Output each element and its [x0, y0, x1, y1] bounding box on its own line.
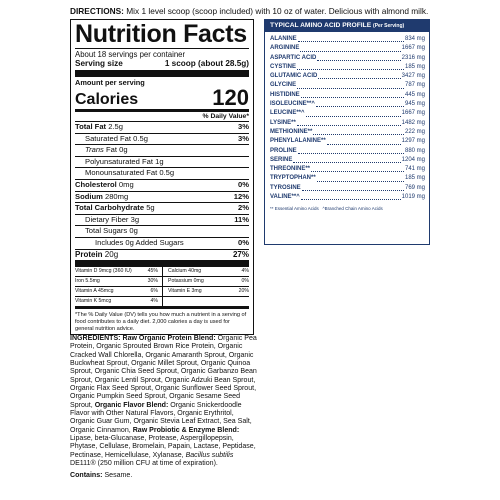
legend-essential: ** Essential Amino Acids	[270, 206, 319, 212]
dot-leader	[317, 180, 404, 182]
ingredients-block	[70, 335, 260, 480]
nutrient-row-dietary-fiber: Dietary Fiber 3g 11%	[75, 214, 249, 226]
dot-leader	[301, 198, 401, 200]
enzyme-blend-text: Lipase, beta-Glucanase, Protease, Aspergillopepsin, Phytase, Cellulase, Bromelain, Papain, Lactase, Peptidase, Pectinase, Hemicellulase, Xylanase,	[70, 435, 256, 459]
amino-acid-row	[270, 63, 425, 72]
bacillus-name: Bacillus subtilis	[185, 451, 234, 459]
protein-blend-label: Raw Organic Protein Blend:	[122, 335, 216, 342]
amino-acid-profile-note: (Per Serving)	[373, 23, 405, 29]
amino-acid-name: LEUCINE**^	[270, 110, 305, 117]
vitamin-cell: Vitamin K 5mcg 4%	[75, 297, 158, 304]
dot-leader	[311, 170, 404, 172]
vitamin-cell: Calcium 40mg 4%	[162, 267, 249, 277]
dot-leader	[297, 124, 401, 126]
amino-acid-row	[270, 35, 425, 44]
flavor-blend-label: Organic Flavor Blend:	[94, 401, 169, 409]
contains-label: Contains:	[70, 471, 103, 479]
amino-acid-name: VALINE**^	[270, 194, 300, 201]
amino-acid-row	[270, 72, 425, 81]
nutrient-row-saturated-fat: Saturated Fat 0.5g 3%	[75, 133, 249, 145]
nutrient-row-total-sugars: Total Sugars 0g	[75, 225, 249, 237]
amino-acid-value: 445 mg	[404, 91, 425, 98]
nutrition-facts-panel	[70, 19, 254, 335]
serving-size-label: Serving size	[75, 59, 123, 68]
amino-acid-name: GLYCINE	[270, 82, 297, 89]
dot-leader	[327, 143, 401, 145]
dot-leader	[317, 59, 400, 61]
dot-leader	[306, 115, 401, 117]
amino-acid-row	[270, 193, 425, 202]
amino-acid-row	[270, 165, 425, 174]
amino-acid-row	[270, 54, 425, 63]
contains-line	[70, 472, 260, 480]
protein-blend-text: Organic Pea Protein, Organic Sprouted Brown Rice Protein, Organic Cracked Wall Chlorella, Organic Amaranth Sprout, Organic Buckwheat Sprout, Organic Millet Sprout, Organic Quinoa Sprout, Organic Chia Seed Sprout, Organic Garbanzo Bean Sprout, Organic Lentil Sprout, Organic Adzuki Bean Sprout, Organic Flax Seed Sprout, Organic Sunflower Seed Sprout, Organic Pumpkin Seed Sprout, Organic Sesame Seed Sprout,	[70, 335, 257, 409]
ingredients-label: INGREDIENTS:	[70, 335, 121, 342]
vitamin-cell: Potassium 0mg 0%	[162, 277, 249, 287]
vitamin-cell	[162, 297, 249, 306]
calories-value: 120	[212, 85, 249, 110]
amino-acid-profile-panel	[264, 19, 430, 245]
enzyme-blend-label: Raw Probiotic & Enzyme Blend:	[132, 426, 240, 434]
vitamin-cell: Iron 5.5mg 30%	[75, 277, 162, 287]
contains-text: Sesame.	[104, 471, 133, 479]
nutrient-row-protein: Protein 20g 27%	[75, 249, 249, 259]
dot-leader	[302, 189, 404, 191]
calories-row	[75, 87, 249, 108]
directions	[70, 6, 490, 16]
amino-acid-value: 1019 mg	[401, 194, 425, 201]
amino-acid-name: TRYPTOPHAN**	[270, 175, 316, 182]
amino-acid-value: 185 mg	[404, 175, 425, 182]
amino-acid-name: CYSTINE	[270, 63, 297, 70]
amino-acid-value: 1204 mg	[401, 156, 425, 163]
amino-acid-row	[270, 91, 425, 100]
dot-leader	[298, 40, 404, 42]
dot-leader	[301, 96, 404, 98]
vitamin-cell: Vitamin D 9mcg (360 IU) 45%	[75, 267, 162, 277]
vitamin-cell: Vitamin E 3mg 20%	[162, 287, 249, 297]
amino-acid-name: SERINE	[270, 156, 293, 163]
amino-acid-value: 1667 mg	[401, 45, 425, 52]
nutrient-row-monounsaturated-fat: Monounsaturated Fat 0.5g	[75, 167, 249, 179]
amount-per-serving: Amount per serving	[75, 78, 145, 87]
amino-acid-name: GLUTAMIC ACID	[270, 73, 318, 80]
nutrient-row-polyunsaturated-fat: Polyunsaturated Fat 1g	[75, 156, 249, 168]
nutrient-row-total-carbohydrate: Total Carbohydrate 5g 2%	[75, 203, 249, 213]
amino-acid-row	[270, 44, 425, 53]
amino-acid-name: ASPARTIC ACID	[270, 54, 317, 61]
amino-acid-value: 769 mg	[404, 184, 425, 191]
amino-acid-name: HISTIDINE	[270, 91, 300, 98]
amino-acid-name: THREONINE**	[270, 166, 311, 173]
amino-acid-profile-title: TYPICAL AMINO ACID PROFILE	[270, 22, 372, 29]
amino-acid-value: 185 mg	[404, 63, 425, 70]
amino-acid-name: METHIONINE**	[270, 128, 313, 135]
amino-acid-value: 945 mg	[404, 101, 425, 108]
amino-acid-row	[270, 184, 425, 193]
bacillus-text: DE111® (250 million CFU at time of expiration).	[70, 460, 218, 468]
amino-acid-row	[270, 81, 425, 90]
directions-text: Mix 1 level scoop (scoop included) with 10 oz of water. Delicious with almond milk.	[123, 6, 429, 16]
amino-acid-row	[270, 109, 425, 118]
amino-acid-list	[265, 32, 429, 202]
amino-acid-value: 834 mg	[404, 36, 425, 42]
amino-acid-name: ISOLEUCINE**^	[270, 101, 315, 108]
daily-value-header: % Daily Value*	[202, 113, 249, 120]
amino-acid-name: ALANINE	[270, 36, 297, 42]
amino-acid-value: 1667 mg	[401, 110, 425, 117]
amino-acid-value: 1482 mg	[401, 119, 425, 126]
amino-acid-value: 880 mg	[404, 147, 425, 154]
nutrient-row-added-sugars: Includes 0g Added Sugars 0%	[75, 237, 249, 249]
amino-acid-legend	[265, 205, 429, 212]
nutrient-row-trans-fat: Trans Fat 0g	[75, 144, 249, 156]
flavor-blend-text: Organic Snickerdoodle Flavor with Other Natural Flavors, Organic Erythritol, Organic Guar Gum, Organic Stevia Leaf Extract, Sea Salt, Organic Cinnamon,	[70, 401, 252, 434]
amino-acid-name: PROLINE	[270, 147, 297, 154]
amino-acid-value: 2316 mg	[401, 54, 425, 61]
amino-acid-name: LYSINE**	[270, 119, 296, 126]
amino-acid-row	[270, 147, 425, 156]
amino-acid-value: 787 mg	[404, 82, 425, 89]
vitamin-mineral-grid	[75, 267, 249, 306]
amino-acid-profile-header	[265, 20, 429, 32]
amino-acid-value: 1297 mg	[401, 138, 425, 145]
amino-acid-row	[270, 137, 425, 146]
amino-acid-row	[270, 156, 425, 165]
dot-leader	[297, 87, 404, 89]
amino-acid-row	[270, 119, 425, 128]
amino-acid-name: ARGININE	[270, 45, 300, 52]
calories-label: Calories	[75, 91, 139, 108]
amino-acid-row	[270, 100, 425, 109]
dot-leader	[318, 77, 400, 79]
nutrition-facts-title: Nutrition Facts	[75, 20, 247, 48]
serving-size-value: 1 scoop (about 28.5g)	[164, 59, 249, 68]
serving-size-row	[75, 59, 249, 69]
amino-acid-row	[270, 128, 425, 137]
dot-leader	[300, 50, 400, 52]
dot-leader	[297, 68, 404, 70]
amino-acid-name: TYROSINE	[270, 184, 301, 191]
dot-leader	[298, 152, 404, 154]
directions-label: DIRECTIONS:	[70, 6, 124, 16]
dot-leader	[316, 105, 404, 107]
amino-acid-value: 741 mg	[404, 166, 425, 173]
amino-acid-value: 222 mg	[404, 128, 425, 135]
servings-per-container: About 18 servings per container	[75, 50, 186, 59]
vitamin-cell: Vitamin A 45mcg 6%	[75, 287, 162, 297]
legend-bcaa: ^Branched Chain Amino Acids	[322, 206, 383, 212]
dot-leader	[313, 133, 404, 135]
nutrient-row-cholesterol: Cholesterol 0mg 0%	[75, 179, 249, 189]
amino-acid-name: PHENYLALANINE**	[270, 138, 326, 145]
amino-acid-row	[270, 174, 425, 183]
dot-leader	[293, 161, 400, 163]
nutrient-row-sodium: Sodium 280mg 12%	[75, 191, 249, 201]
nutrient-row-total-fat: Total Fat 2.5g 3%	[75, 122, 249, 131]
daily-value-footnote: *The % Daily Value (DV) tells you how much a nutrient in a serving of food contributes to a daily diet. 2,000 calories a day is used for general nutrition advice.	[75, 311, 247, 332]
amino-acid-value: 3427 mg	[401, 73, 425, 80]
